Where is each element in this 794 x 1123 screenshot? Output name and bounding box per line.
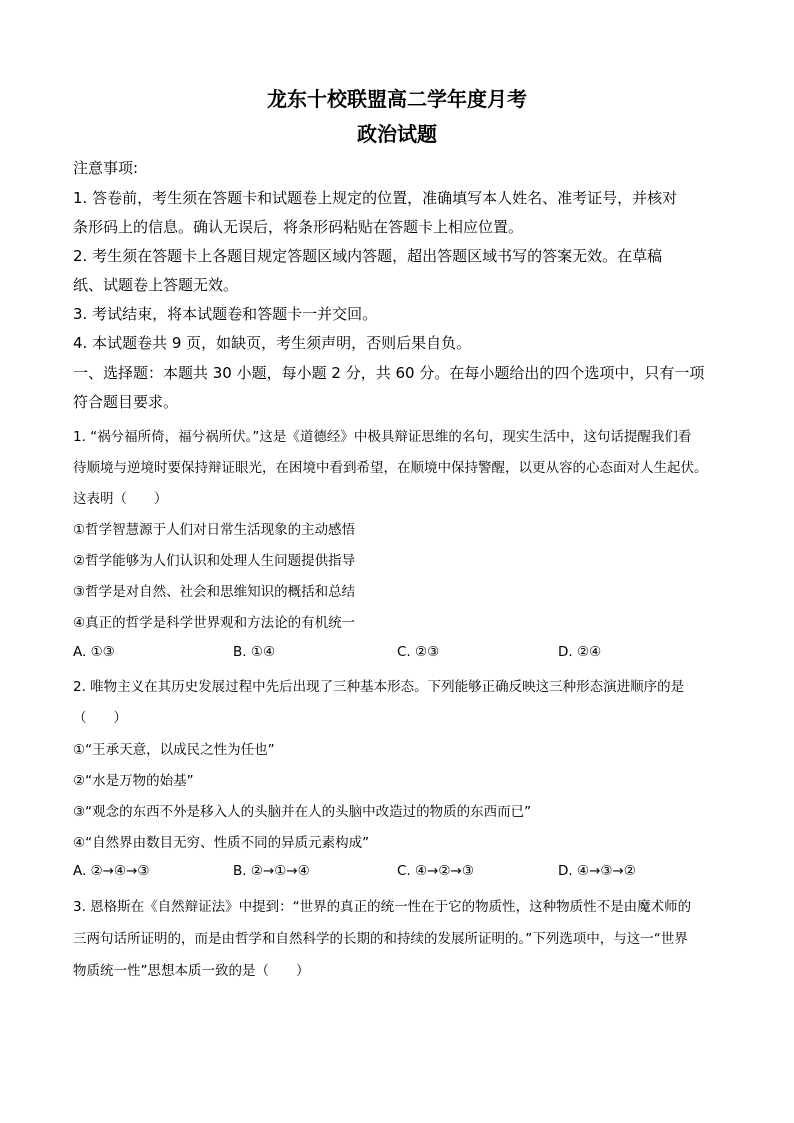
notice-line: 4. 本试题卷共 9 页，如缺页，考生须声明，否则后果自负。 — [73, 334, 472, 352]
question-1-stem: 待顺境与逆境时要保持辩证眼光，在困境中看到希望，在顺境中保持警醒，以更从容的心态面对人生起伏。 — [73, 460, 708, 476]
question-1-item: ④真正的哲学是科学世界观和方法论的有机统一 — [73, 615, 356, 631]
question-2-stem: （ ） — [73, 710, 127, 726]
question-1-option-b: B. ①④ — [233, 644, 276, 660]
question-1-item: ①哲学智慧源于人们对日常生活现象的主动感悟 — [73, 522, 356, 538]
notice-line: 纸、试题卷上答题无效。 — [73, 276, 239, 294]
notice-line: 2. 考生须在答题卡上各题目规定答题区域内答题，超出答题区域书写的答案无效。在草稿 — [73, 247, 663, 265]
question-2-option-c: C. ④→②→③ — [397, 863, 474, 879]
exam-title: 龙东十校联盟高二学年度月考 — [267, 87, 527, 111]
question-1-stem: 这表明（ ） — [73, 491, 168, 507]
notice-heading: 注意事项: — [73, 159, 139, 177]
question-2-stem: 2. 唯物主义在其历史发展过程中先后出现了三种基本形态。下列能够正确反映这三种形态演进顺序的是 — [73, 679, 685, 695]
exam-subject: 政治试题 — [357, 122, 437, 146]
question-2-item: ④“自然界由数目无穷、性质不同的异质元素构成” — [73, 835, 370, 851]
question-2-option-a: A. ②→④→③ — [73, 863, 150, 879]
question-2-item: ③“观念的东西不外是移入人的头脑并在人的头脑中改造过的物质的东西而已” — [73, 804, 532, 820]
question-1-item: ③哲学是对自然、社会和思维知识的概括和总结 — [73, 584, 356, 600]
question-1-option-a: A. ①③ — [73, 644, 115, 660]
question-3-stem: 物质统一性”思想本质一致的是（ ） — [73, 963, 310, 979]
question-1-stem: 1. “祸兮福所倚，福兮祸所伏。”这是《道德经》中极具辩证思维的名句，现实生活中，这句话提醒我们看 — [73, 429, 692, 445]
notice-line: 条形码上的信息。确认无误后，将条形码粘贴在答题卡上相应位置。 — [73, 218, 524, 236]
notice-line: 1. 答卷前，考生须在答题卡和试题卷上规定的位置，准确填写本人姓名、准考证号，并核对 — [73, 189, 678, 207]
question-1-item: ②哲学能够为人们认识和处理人生问题提供指导 — [73, 553, 356, 569]
question-3-stem: 3. 恩格斯在《自然辩证法》中提到：“世界的真正的统一性在于它的物质性，这种物质性不是由魔术师的 — [73, 899, 692, 915]
section-heading: 一、选择题：本题共 30 小题，每小题 2 分，共 60 分。在每小题给出的四个选项中，只有一项 — [73, 364, 705, 382]
question-1-option-d: D. ②④ — [558, 644, 602, 660]
question-2-option-d: D. ④→③→② — [558, 863, 636, 879]
section-heading: 符合题目要求。 — [73, 393, 179, 411]
question-2-item: ②“水是万物的始基” — [73, 773, 194, 789]
question-3-stem: 三两句话所证明的，而是由哲学和自然科学的长期的和持续的发展所证明的。”下列选项中，与这一“世界 — [73, 931, 688, 947]
notice-line: 3. 考试结束，将本试题卷和答题卡一并交回。 — [73, 305, 378, 323]
question-2-item: ①“王承天意，以成民之性为任也” — [73, 742, 275, 758]
question-1-option-c: C. ②③ — [397, 644, 440, 660]
question-2-option-b: B. ②→①→④ — [233, 863, 310, 879]
